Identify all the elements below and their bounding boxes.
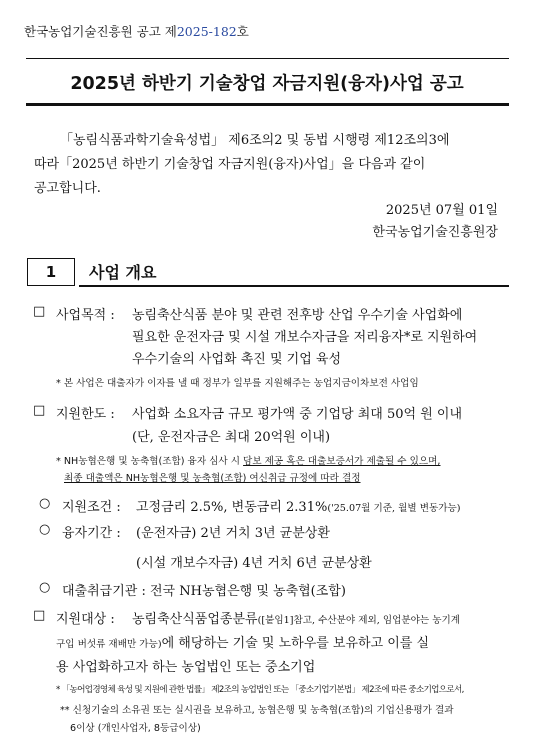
announcement-number — [24, 22, 249, 40]
section-underline — [79, 285, 509, 287]
condition-text — [136, 496, 461, 515]
header-suffix: 호 — [236, 24, 249, 39]
target-note-1: * 「농어업경영체 육성 및 지원에 관한 법률」 제2조의 농업법인 또는 「중소기업기본법」 제2조에 따른 중소기업으로서, — [56, 685, 464, 695]
period-line-1: (운전자금) 2년 거치 3년 균분상환 — [136, 526, 330, 541]
purpose-note: * 본 사업은 대출자가 이자를 낼 때 정부가 일부를 지원해주는 농업지금이차보전 사업임 — [56, 378, 419, 389]
target-line-3: 용 사업화하고자 하는 농업법인 또는 중소기업 — [56, 660, 316, 675]
intro-line-2: 따라「2025년 하반기 기술창업 자금지원(융자)사업」을 다음과 같이 — [34, 157, 426, 172]
title-bottom-rule — [26, 103, 509, 106]
target-line-1-note: ([붙임1]참고, 수산분야 제외, 임업분야는 농기계 — [257, 615, 461, 626]
target-line-2 — [56, 632, 429, 651]
target-note-3: 6이상 (개인사업자, 8등급이상) — [70, 723, 201, 734]
limit-note-1-text: * NH농협은행 및 농축협(조합) 융자 심사 시 — [56, 456, 244, 467]
bank-text: 대출취급기관 : 전국 NH농협은행 및 농축협(조합) — [62, 584, 346, 599]
limit-label: 지원한도 : — [56, 407, 115, 422]
limit-note-1-underlined: 담보 제공 혹은 대출보증서가 제출될 수 있으며, — [243, 456, 441, 467]
purpose-line-2: 필요한 운전자금 및 시설 개보수자금을 저리융자*로 지원하여 — [132, 330, 478, 345]
target-line-1 — [132, 608, 460, 627]
condition-bullet: ○ — [39, 496, 51, 511]
condition-label: 지원조건 : — [62, 500, 121, 515]
target-label: 지원대상 : — [56, 612, 115, 627]
bank-bullet: ○ — [39, 580, 51, 595]
limit-line-1: 사업화 소요자금 규모 평가액 중 기업당 최대 50억 원 이내 — [132, 407, 463, 422]
target-bullet: □ — [33, 608, 46, 623]
period-bullet: ○ — [39, 522, 51, 537]
purpose-line-3: 우수기술의 사업화 촉진 및 기업 육성 — [132, 352, 342, 367]
header-org: 한국농업기술진흥원 공고 제 — [24, 24, 177, 39]
target-line-2-note: 구입 버섯류 재배만 가능) — [56, 639, 162, 650]
condition-note: ('25.07월 기준, 월별 변동가능) — [327, 503, 461, 514]
limit-note-1 — [56, 453, 440, 467]
period-line-2: (시설 개보수자금) 4년 거치 6년 균분상환 — [136, 556, 372, 571]
header-number: 2025-182 — [176, 24, 237, 39]
limit-line-2: (단, 운전자금은 최대 20억원 이내) — [132, 430, 331, 445]
purpose-line-1: 농림축산식품 분야 및 관련 전후방 산업 우수기술 사업화에 — [132, 308, 463, 323]
target-note-2: ** 신청기술의 소유권 또는 실시권을 보유하고, 농협은행 및 농축협(조합)의 기업신용평가 결과 — [60, 705, 454, 716]
target-line-2-main: 에 해당하는 기술 및 노하우를 보유하고 이를 실 — [161, 636, 430, 651]
title-top-rule — [26, 58, 509, 59]
limit-note-2: 최종 대출액은 NH농협은행 및 농축협(조합) 여신취급 규정에 따라 결정 — [64, 473, 361, 484]
condition-rates: 고정금리 2.5%, 변동금리 2.31% — [136, 500, 328, 515]
period-label: 융자기간 : — [62, 526, 121, 541]
section-number: 1 — [45, 263, 57, 281]
purpose-bullet: □ — [33, 304, 46, 319]
issuer-name: 한국농업기술진흥원장 — [372, 225, 498, 240]
limit-bullet: □ — [33, 403, 46, 418]
target-line-1-main: 농림축산식품업종분류 — [132, 612, 258, 627]
announcement-date: 2025년 07월 01일 — [385, 203, 498, 218]
purpose-label: 사업목적 : — [56, 308, 115, 323]
page-title: 2025년 하반기 기술창업 자금지원(융자)사업 공고 — [70, 74, 464, 94]
section-title: 사업 개요 — [89, 263, 157, 282]
intro-line-3: 공고합니다. — [34, 181, 101, 196]
intro-line-1: 「농림식품과학기술육성법」 제6조의2 및 동법 시행령 제12조의3에 — [60, 133, 450, 148]
section-number-box — [27, 258, 75, 286]
